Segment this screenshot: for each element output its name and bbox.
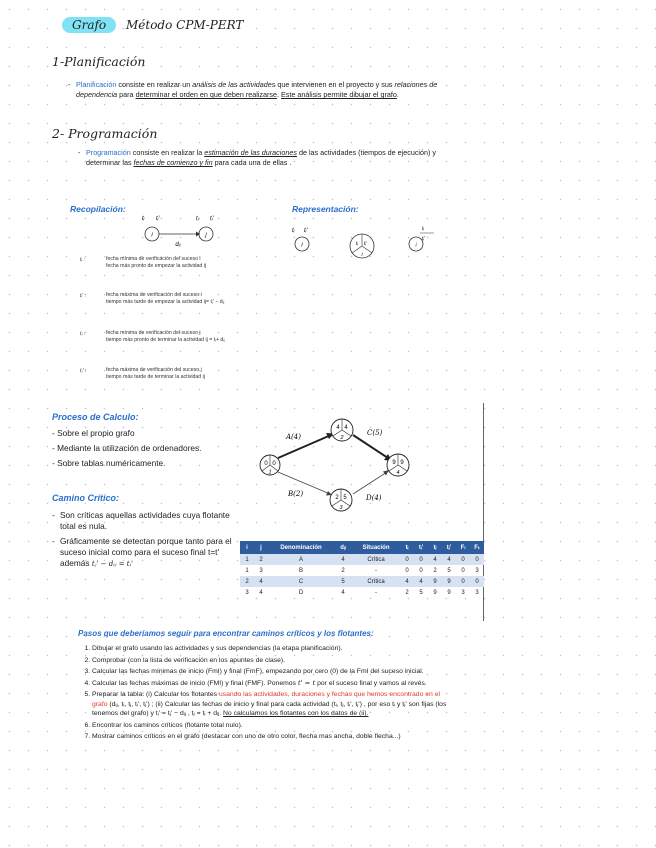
cell: Crítica xyxy=(352,576,400,587)
proceso-item-text: Mediante la utilización de ordenadores. xyxy=(57,443,202,453)
col-header: tᵢ xyxy=(400,541,414,554)
split-tip: tᵢ' xyxy=(364,241,367,247)
graph-node xyxy=(260,455,280,476)
cell: 2 xyxy=(341,567,345,574)
node-id: 1 xyxy=(268,469,272,476)
section-2-heading: 2- Programación xyxy=(52,126,158,141)
text: . xyxy=(277,90,282,99)
table-row xyxy=(240,565,484,576)
proceso-item-text: Sobre el propio grafo xyxy=(57,428,135,438)
edge-label: C(5) xyxy=(367,429,383,437)
representacion-title: Representación: xyxy=(292,204,359,214)
cell: 0 xyxy=(456,576,470,587)
cell: 9 xyxy=(447,589,451,596)
paso-item xyxy=(92,690,456,719)
recopilacion-title: Recopilación: xyxy=(70,204,126,214)
cell: 4 xyxy=(400,576,414,587)
camino-title: Camino Crítico: xyxy=(52,493,120,503)
text: de las actividades (tiempos de ejecución) y determinar las xyxy=(86,148,436,167)
cell: 9 xyxy=(428,576,442,587)
col-header: Denominación xyxy=(268,541,334,554)
cell: 0 xyxy=(405,567,409,574)
paso-item: 2. Comprobar (con la lista de verificación en los apuntes de clase). xyxy=(92,656,456,666)
edge-label: A(4) xyxy=(286,433,301,441)
cell: 4 xyxy=(414,576,428,587)
text: para cada una de ellas . xyxy=(212,158,292,167)
cell: C xyxy=(268,576,334,587)
definition-item xyxy=(80,292,320,330)
edge-label: D(4) xyxy=(366,494,382,502)
definition-line: tiempo más pronto de terminar la actividad ij = tᵢ+ dᵢⱼ xyxy=(106,337,226,343)
paso-item: 3. Calcular las fechas mínimas de inicio (FmI) y final (FmF), empezando por cero (0) de la FmI del suceso inicial. xyxy=(92,667,456,677)
camino-item: - Son críticas aquellas actividades cuya flotante total es nula. xyxy=(52,510,230,531)
term-programacion: Programación xyxy=(86,148,131,157)
cell: 4 xyxy=(341,589,345,596)
definition-symbol: tⱼ : xyxy=(80,331,86,337)
cell: 9 xyxy=(433,589,437,596)
fraction-ti: tᵢ xyxy=(422,226,425,232)
definition-line: fecha máxima de verificación del suceso j xyxy=(106,367,202,373)
label-tj: tⱼ xyxy=(196,216,199,222)
pasos-list xyxy=(78,644,456,742)
paso-item: 6. Encontrar los caminos críticos (flotante total nulo). xyxy=(92,721,456,731)
divider xyxy=(362,246,372,253)
cell: 0 xyxy=(461,567,465,574)
proceso-title: Proceso de Calculo: xyxy=(52,412,139,422)
cell: D xyxy=(298,589,304,596)
cell: 1 xyxy=(245,567,249,574)
cpm-table xyxy=(240,541,484,598)
node-max: 4 xyxy=(344,425,348,431)
text: . xyxy=(396,90,399,99)
text: Preparar la tabla: (i) Calcular los flotantes xyxy=(92,691,219,698)
definition-item xyxy=(80,330,320,367)
cell: 0 xyxy=(400,554,414,565)
underlined-text: No calculamos los flotantes con los datos de (ii). xyxy=(223,710,369,717)
cell: 4 xyxy=(442,554,456,565)
label-tjp: tⱼ' xyxy=(210,216,214,222)
text: por el suceso final y vamos al revés. xyxy=(317,679,427,687)
label-tip: tᵢ' xyxy=(156,216,160,222)
node-min: 2 xyxy=(335,495,339,501)
paso-item: 1. Dibujar el grafo usando las actividades y sus dependencias (la etapa planificación). xyxy=(92,644,456,654)
edge-label: B(2) xyxy=(288,490,304,498)
label-tip: tᵢ' xyxy=(304,228,308,234)
pasos-list-wrap xyxy=(78,644,456,744)
graph-node xyxy=(330,489,352,511)
definition-line: tiempo más tarde de terminar la actividad ij xyxy=(106,374,205,380)
cell: 2 xyxy=(405,589,409,596)
cell: 3 xyxy=(475,567,479,574)
cell: 9 xyxy=(442,576,456,587)
cpm-table-wrap xyxy=(240,541,484,598)
cell: 2 xyxy=(254,554,268,565)
cell: 4 xyxy=(259,589,263,596)
col-header: tⱼ' xyxy=(442,541,456,554)
split-node: i xyxy=(361,252,363,258)
cell: 0 xyxy=(419,567,423,574)
paso-item: 7. Mostrar caminos críticos en el grafo (destacar con uno de otro color, flecha mas ancha, doble flecha...) xyxy=(92,732,456,742)
formula: t' = t xyxy=(297,678,316,687)
cell: 3 xyxy=(475,589,479,596)
cell: 3 xyxy=(259,567,263,574)
node-id: 3 xyxy=(339,505,343,511)
cell: - xyxy=(375,589,377,596)
node-min: 0 xyxy=(264,461,268,467)
page-title: Método CPM-PERT xyxy=(125,18,244,32)
arrow-head-icon xyxy=(383,470,389,476)
proceso-item: - Mediante la utilización de ordenadores. xyxy=(52,443,202,453)
cell: 4 xyxy=(428,554,442,565)
node-id: 2 xyxy=(340,435,344,441)
node-max: 0 xyxy=(272,461,276,467)
cell: - xyxy=(375,567,377,574)
col-header: Situación xyxy=(352,541,400,554)
cell: 4 xyxy=(334,554,352,565)
node-j-label: j xyxy=(205,232,207,239)
cell: 5 xyxy=(334,576,352,587)
fraction-tip: tᵢ' xyxy=(422,236,425,242)
cell: Crítica xyxy=(352,554,400,565)
proceso-list xyxy=(52,428,242,469)
node-max: 9 xyxy=(400,460,404,466)
text: determinar el orden en que deben realizarse xyxy=(135,90,278,99)
node-min: 4 xyxy=(336,425,340,431)
page-header xyxy=(62,18,243,32)
definition-symbol: tⱼ' : xyxy=(80,368,87,374)
node-simple-label: i xyxy=(301,242,303,249)
definition-line: tiempo más tarde de empezar la actividad ij= tⱼ' − dᵢⱼ xyxy=(106,299,225,305)
text: fechas de comienzo y fin xyxy=(133,158,213,167)
definition-symbol: tᵢ' : xyxy=(80,293,86,299)
text: consiste en realizar un xyxy=(116,80,193,89)
label-ti: tᵢ xyxy=(142,216,145,222)
col-header: i xyxy=(240,541,254,554)
text: (dᵢⱼ, tᵢ, tⱼ, tᵢ', tⱼ') ; (ii) Calcular las fechas de inicio y final para cada actividad (tᵢ, tⱼ, tᵢ', tⱼ') , por eso tᵢ y tⱼ' son fijas (los tenemos del grafo) y tᵢ' = tⱼ' − dᵢⱼ , tⱼ = tᵢ + dᵢⱼ. xyxy=(92,700,447,717)
cell: 0 xyxy=(414,554,428,565)
definition-item xyxy=(80,367,320,397)
cell: 5 xyxy=(419,589,423,596)
term-planificacion: Planificación xyxy=(76,80,117,89)
cell: 0 xyxy=(456,554,470,565)
text: que intervienen en el proyecto y sus xyxy=(275,80,395,89)
label-dij: dᵢⱼ xyxy=(175,242,181,248)
definition-line: fecha mínima de verificación del suceso j xyxy=(106,330,201,336)
definition-item xyxy=(80,256,320,292)
cell: 0 xyxy=(470,576,484,587)
edge-c xyxy=(353,435,388,458)
definitions-list xyxy=(80,256,320,397)
definition-line: fecha mínima de verificación del suceso i xyxy=(106,256,201,262)
definition-line: fecha más pronto de empezar la actividad ij xyxy=(106,263,207,269)
col-header: dᵢⱼ xyxy=(334,541,352,554)
node-min: 9 xyxy=(392,460,396,466)
cell: 1 xyxy=(240,554,254,565)
cell: 5 xyxy=(447,567,451,574)
cell: A xyxy=(268,554,334,565)
title-tag: Grafo xyxy=(62,17,116,33)
text: estimación de las duraciones xyxy=(204,148,297,157)
text: para xyxy=(117,90,136,99)
pasos-title: Pasos que deberíamos seguir para encontrar caminos críticos y los flotantes: xyxy=(78,629,374,638)
proceso-item: - Sobre el propio grafo xyxy=(52,428,135,438)
paso-item xyxy=(92,679,456,689)
cell: 0 xyxy=(470,554,484,565)
section-2-text: - Programación consiste en realizar la estimación de las duraciones de las actividades (tiempos de ejecución) y determinar las fechas de comienzo y fin para cada una de ellas . xyxy=(78,148,436,167)
label-ti: tᵢ xyxy=(292,228,295,234)
table-row xyxy=(240,587,484,598)
col-header: tᵢ' xyxy=(414,541,428,554)
definition-line: fecha máxima de verificación del suceso i xyxy=(106,292,202,298)
text: consiste en realizar la xyxy=(130,148,205,157)
table-row xyxy=(240,576,484,587)
camino-item: - Gráficamente se detectan porque tanto para el suceso inicial como para el suceso final t=t' además tⱼ' − dᵢⱼ = tᵢ' xyxy=(52,536,232,568)
fraction-node: i xyxy=(415,242,417,249)
proceso-item-text: Sobre tablas numéricamente. xyxy=(57,458,166,468)
graph-node xyxy=(331,419,353,441)
text: Este análisis permite dibujar el grafo xyxy=(281,90,397,99)
section-1-text: - Planificación consiste en realizar un análisis de las actividades que intervienen en el proyecto y sus relaciones de dependencia para determinar el orden en que deben realizarse. Este análisis permite dibujar el grafo. xyxy=(68,80,438,99)
col-header: j xyxy=(254,541,268,554)
node-max: 5 xyxy=(343,495,347,501)
table-row xyxy=(240,554,484,565)
proceso-item: - Sobre tablas numéricamente. xyxy=(52,458,166,468)
camino-item-text: Son críticas aquellas actividades cuya flotante total es nula. xyxy=(60,510,230,531)
camino-item-text: Gráficamente se detectan porque tanto para el suceso inicial como para el suceso final t=t' además xyxy=(60,536,232,568)
graph-node xyxy=(387,454,409,476)
node-id: 4 xyxy=(396,470,400,476)
cell: 3 xyxy=(461,589,465,596)
section-1-heading: 1-Planificación xyxy=(52,54,146,69)
edge-b xyxy=(278,472,330,494)
cell: B xyxy=(298,567,303,574)
col-header: Fₗ xyxy=(456,541,470,554)
cell: 3 xyxy=(245,589,249,596)
cell: 2 xyxy=(433,567,437,574)
camino-list xyxy=(52,510,238,570)
cell: 4 xyxy=(254,576,268,587)
edge-d xyxy=(353,472,387,494)
table-header-row xyxy=(240,541,484,554)
network-graph xyxy=(250,410,430,520)
cell: 2 xyxy=(240,576,254,587)
text: análisis de las actividades xyxy=(192,80,276,89)
camino-formula: tⱼ' − dᵢⱼ = tᵢ' xyxy=(91,560,133,568)
col-header: Fₜ xyxy=(470,541,484,554)
node-i-label: i xyxy=(151,232,153,239)
split-ti: tᵢ xyxy=(356,241,359,247)
text: relaciones de dependencia xyxy=(76,80,438,99)
col-header: tⱼ xyxy=(428,541,442,554)
text: Calcular las fechas máximas de inicio (FMI) y final (FMF). Ponemos xyxy=(92,679,296,687)
highlighted-text: usando las actividades, duraciones y fechas que hemos encontrado en el grafo xyxy=(92,691,440,708)
definition-symbol: tᵢ : xyxy=(80,257,85,263)
recopilacion-diagram xyxy=(130,210,230,252)
